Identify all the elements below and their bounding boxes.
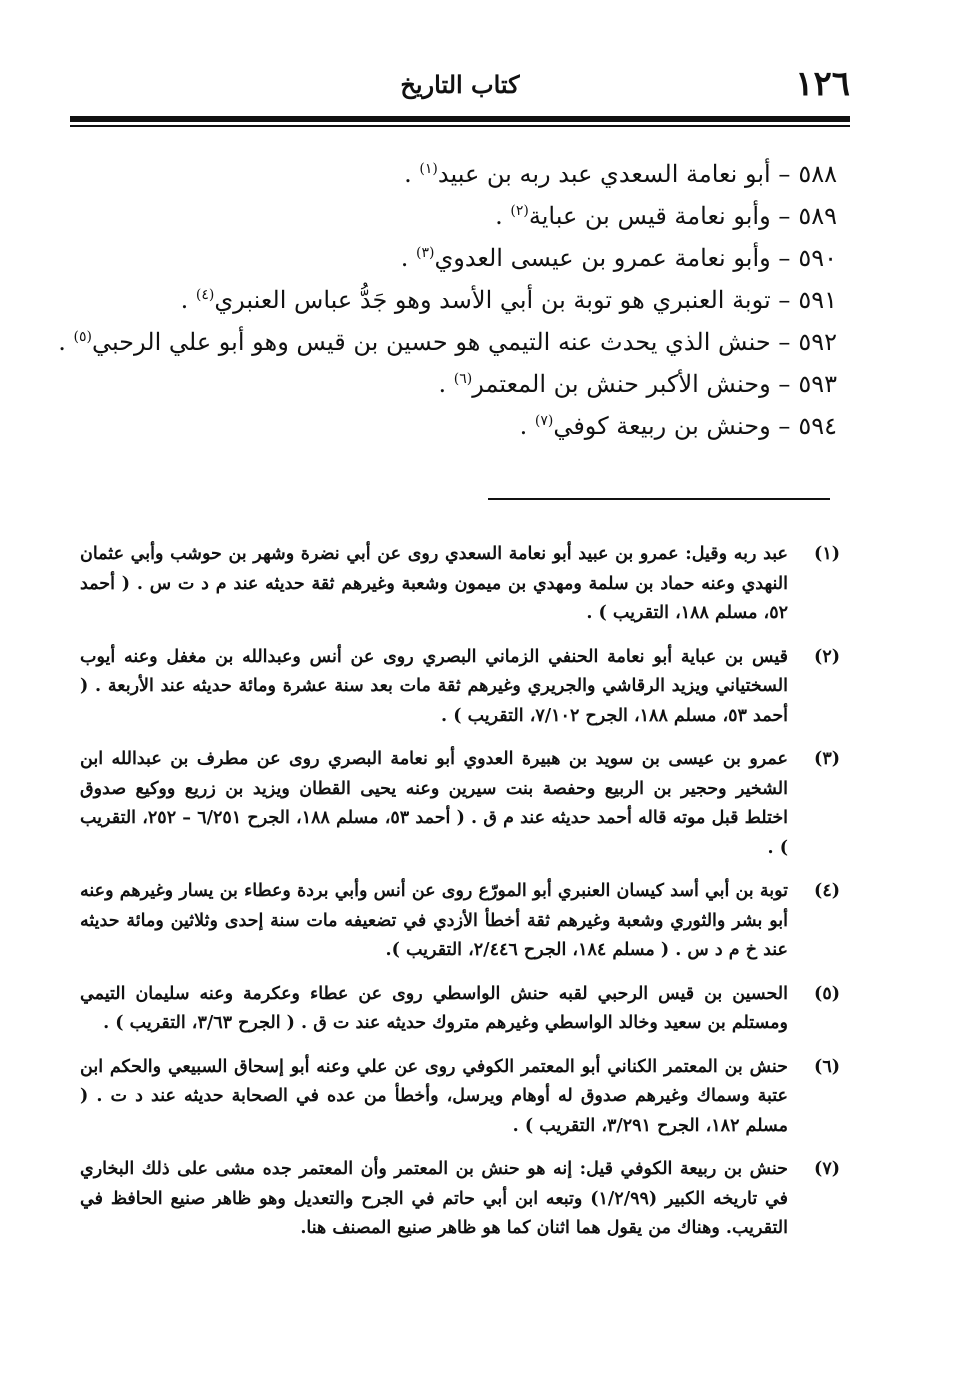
entry-text: – وأبو نعامة قيس بن عباية xyxy=(528,202,791,230)
entry-end: . xyxy=(58,328,74,356)
entry-number: ٥٩٢ xyxy=(798,328,837,356)
entry-590 xyxy=(97,232,837,274)
entry-end: . xyxy=(495,202,511,230)
header-rule-thick xyxy=(70,116,850,122)
footnote-5 xyxy=(80,980,840,1039)
entry-594 xyxy=(97,400,837,442)
footnote-ref[interactable]: (٣) xyxy=(415,245,435,261)
footnote-text: توبة بن أبي أسد كيسان العنبري أبو المورّع روى عن أنس وأبي بردة وعطاء بن يسار وغيرهم وعنه أبو بشر والثوري وشعبة وغيرهم ثقة أخطأ الأزدي في تضعيفه مات سنة إحدى وثلاثين ومائة حديثه عند خ م د س . ( مسلم ١٨٤، الجرح ٢/٤٤٦، التقريب ). xyxy=(80,881,788,960)
entry-text: – حنش الذي يحدث عنه التيمي هو حسين بن قيس وهو أبو علي الرحبي xyxy=(91,328,791,356)
footnote-ref[interactable]: (٥) xyxy=(73,329,92,345)
footnote-3 xyxy=(80,745,840,863)
footnote-4 xyxy=(80,877,840,966)
entry-text: – وحنش الأكبر حنش بن المعتمر xyxy=(472,370,791,398)
footnote-marker: (٥) xyxy=(814,983,840,1004)
footnote-text: عمرو بن عيسى بن سويد بن هبيرة العدوي أبو نعامة البصري روى عن مطرف بن عبدالله ابن الشخير وحجير بن الربيع وحفصة بنت سيرين وعنه يحيى القطان ويزيد بن زريع ووكيع صدوق اختلط قبل موته قاله أحمد حديثه عند م ق . ( أحمد ٥٣، مسلم ١٨٨، الجرح ٦/٢٥١ – ٢٥٢، التقريب ) . xyxy=(80,749,789,858)
entry-588 xyxy=(97,148,837,190)
entry-number: ٥٩٤ xyxy=(798,412,837,440)
footnote-ref[interactable]: (٧) xyxy=(534,413,554,429)
entry-end: . xyxy=(400,244,416,272)
footnote-marker: (٣) xyxy=(814,749,840,769)
entry-number: ٥٩٣ xyxy=(798,370,837,398)
footnote-6 xyxy=(80,1053,840,1142)
entry-number: ٥٨٩ xyxy=(798,202,837,230)
header-rule-thin xyxy=(70,125,850,127)
footnote-ref[interactable]: (٤) xyxy=(195,287,215,303)
footnote-marker: (١) xyxy=(814,544,840,564)
footnote-text: حنش بن المعتمر الكناني أبو المعتمر الكوفي روى عن علي وعنه أبو إسحاق السبيعي والحكم ابن عتبة وسماك وغيرهم صدوق له أوهام ويرسل، وأخطأ من عده في الصحابة حديثه عند د ت . ( مسلم ١٨٢، الجرح ٣/٢٩١، التقريب ) . xyxy=(80,1056,788,1136)
footnote-marker: (٤) xyxy=(814,881,840,901)
footnote-marker: (٧) xyxy=(814,1159,840,1179)
footnote-1 xyxy=(80,540,840,629)
entry-589 xyxy=(97,190,837,232)
entry-591 xyxy=(97,274,837,316)
footnote-marker: (٦) xyxy=(814,1056,840,1077)
entry-end: . xyxy=(519,412,535,440)
entry-list xyxy=(58,148,837,442)
footnote-list xyxy=(80,540,840,1258)
page-number: ١٢٦ xyxy=(795,64,850,104)
footnote-ref[interactable]: (١) xyxy=(419,161,438,177)
entry-text: – وأبو نعامة عمرو بن عيسى العدوي xyxy=(434,244,791,272)
footnote-ref[interactable]: (٢) xyxy=(510,203,529,219)
footnote-text: الحسين بن قيس الرحبي لقبه حنش الواسطي روى عن عطاء وعكرمة وعنه سليمان التيمي ومستلم بن سعيد وخالد الواسطي وغيرهم متروك حديثه عند ت ق . ( الجرح ٣/٦٣، التقريب ) . xyxy=(80,983,788,1033)
footnote-text: عبد ربه وقيل: عمرو بن عبيد أبو نعامة السعدي روى عن أبي نضرة وشهر بن حوشب وأبي عثمان النهدي وعنه حماد بن سلمة ومهدي بن ميمون وشعبة وغيرهم ثقة حديثه عند م د ت س . ( أحمد ٥٢، مسلم ١٨٨، التقريب ) . xyxy=(80,544,788,623)
footnote-ref[interactable]: (٦) xyxy=(453,371,473,387)
footnote-text: قيس بن عباية أبو نعامة الحنفي الزماني البصري روى عن أنس وعبدالله بن مغفل وعنه أيوب السختياني ويزيد الرقاشي والجريري وغيرهم ثقة مات بعد سنة عشرة ومائة حديثه عند الأربعة . ( أحمد ٥٣، مسلم ١٨٨، الجرح ٧/١٠٢، التقريب ) . xyxy=(80,646,788,726)
footnote-2 xyxy=(80,643,840,732)
footnote-marker: (٢) xyxy=(814,646,840,667)
footnote-separator xyxy=(488,498,830,500)
footnote-text: حنش بن ربيعة الكوفي قيل: إنه هو حنش بن المعتمر وأن المعتمر جده مشى على ذلك البخاري في تاريخه الكبير (١/٢/٩٩) وتبعه ابن أبي حاتم في الجرح والتعديل وهو ظاهر صنيع الحافظ في التقريب. وهناك من يقول هما اثنان كما هو ظاهر صنيع المصنف هنا. xyxy=(80,1159,789,1238)
entry-text: – توبة العنبري هو توبة بن أبي الأسد وهو جَدُّ عباس العنبري xyxy=(214,286,791,314)
page-header xyxy=(70,64,850,104)
entry-593 xyxy=(97,358,837,400)
entry-number: ٥٩١ xyxy=(798,286,837,314)
entry-592 xyxy=(58,316,837,358)
entry-text: – وحنش بن ربيعة كوفي xyxy=(553,412,791,440)
footnote-7 xyxy=(80,1155,840,1244)
entry-end: . xyxy=(438,370,454,398)
entry-number: ٥٩٠ xyxy=(798,244,837,272)
book-title: كتاب التاريخ xyxy=(400,70,520,99)
entry-number: ٥٨٨ xyxy=(798,160,837,188)
entry-end: . xyxy=(404,160,420,188)
entry-text: – أبو نعامة السعدي عبد ربه بن عبيد xyxy=(437,160,791,188)
entry-end: . xyxy=(180,286,196,314)
